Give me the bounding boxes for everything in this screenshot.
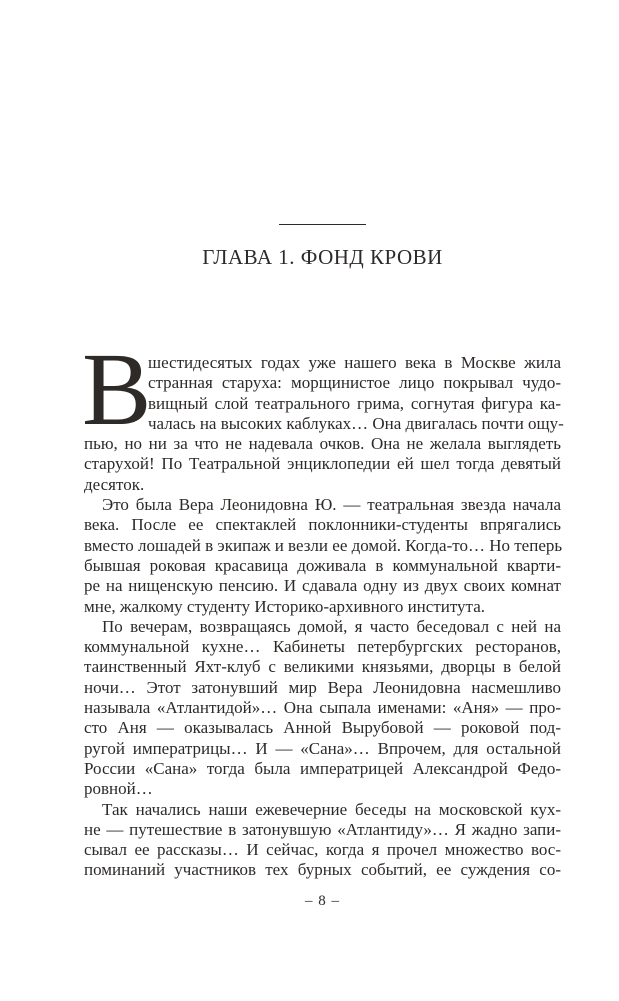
- paragraph: [84, 617, 561, 800]
- text-line: сто Аня — оказывалась Анной Вырубовой — роковой под-: [84, 718, 561, 738]
- page-number: – 8 –: [305, 893, 340, 909]
- text-line: странная старуха: морщинистое лицо покрывал чудо-: [148, 373, 561, 393]
- text-line: ругой императрицы… И — «Сана»… Впрочем, для остальной: [84, 738, 561, 758]
- chapter-rule: [279, 224, 366, 225]
- text-line: По вечерам, возвращаясь домой, я часто беседовал с ней на: [102, 616, 561, 636]
- text-line: десяток.: [84, 474, 145, 494]
- paragraph: [84, 800, 561, 881]
- text-line: пью, но ни за что не надевала очков. Она не желала выглядеть: [84, 434, 561, 454]
- text-line: шестидесятых годах уже нашего века в Москве жила: [148, 353, 561, 372]
- text-line: ре на нищенскую пенсию. И сдавала одну из двух своих комнат: [84, 576, 561, 596]
- chapter-title: ГЛАВА 1. ФОНД КРОВИ: [202, 245, 443, 269]
- text-line: мне, жалкому студенту Историко-архивного института.: [84, 596, 485, 616]
- text-line: поминаний участников тех бурных событий, ее суждения со-: [84, 860, 561, 880]
- paragraph: [82, 332, 564, 495]
- text-line: ночи… Этот затонувший мир Вера Леонидовна насмешливо: [84, 677, 561, 697]
- text-line: старухой! По Театральной энциклопедии ей шел тогда девятый: [84, 454, 561, 474]
- text-line: коммунальной кухне… Кабинеты петербургских ресторанов,: [84, 637, 561, 657]
- text-line: чалась на высоких каблуках… Она двигалась почти ощу-: [148, 413, 564, 433]
- body-text: [82, 332, 564, 881]
- text-line: называла «Атлантидой»… Она сыпала именами: «Аня» — про-: [84, 698, 561, 718]
- text-line: бывшая роковая красавица доживала в коммунальной кварти-: [84, 555, 561, 575]
- text-line: не — путешествие в затонувшую «Атлантиду»… Я жадно запи-: [84, 819, 561, 839]
- text-line: вместо лошадей в экипаж и везли ее домой. Когда-то… Но теперь: [84, 535, 563, 555]
- text-line: вищный слой театрального грима, согнутая фигура ка-: [148, 393, 561, 413]
- text-line: сывал ее рассказы… И сейчас, когда я прочел множество вос-: [84, 840, 561, 860]
- text-line: ровной…: [84, 779, 153, 799]
- text-line: Это была Вера Леонидовна Ю. — театральная звезда начала: [102, 495, 561, 515]
- paragraph: [84, 495, 561, 617]
- text-line: России «Сана» тогда была императрицей Александрой Федо-: [84, 758, 561, 778]
- drop-cap: В: [82, 332, 152, 447]
- text-line: века. После ее спектаклей поклонники-студенты впрягались: [84, 515, 561, 535]
- text-line: таинственный Яхт-клуб с великими князьями, дворцы в белой: [84, 657, 561, 677]
- text-line: Так начались наши ежевечерние беседы на московской кух-: [102, 799, 561, 819]
